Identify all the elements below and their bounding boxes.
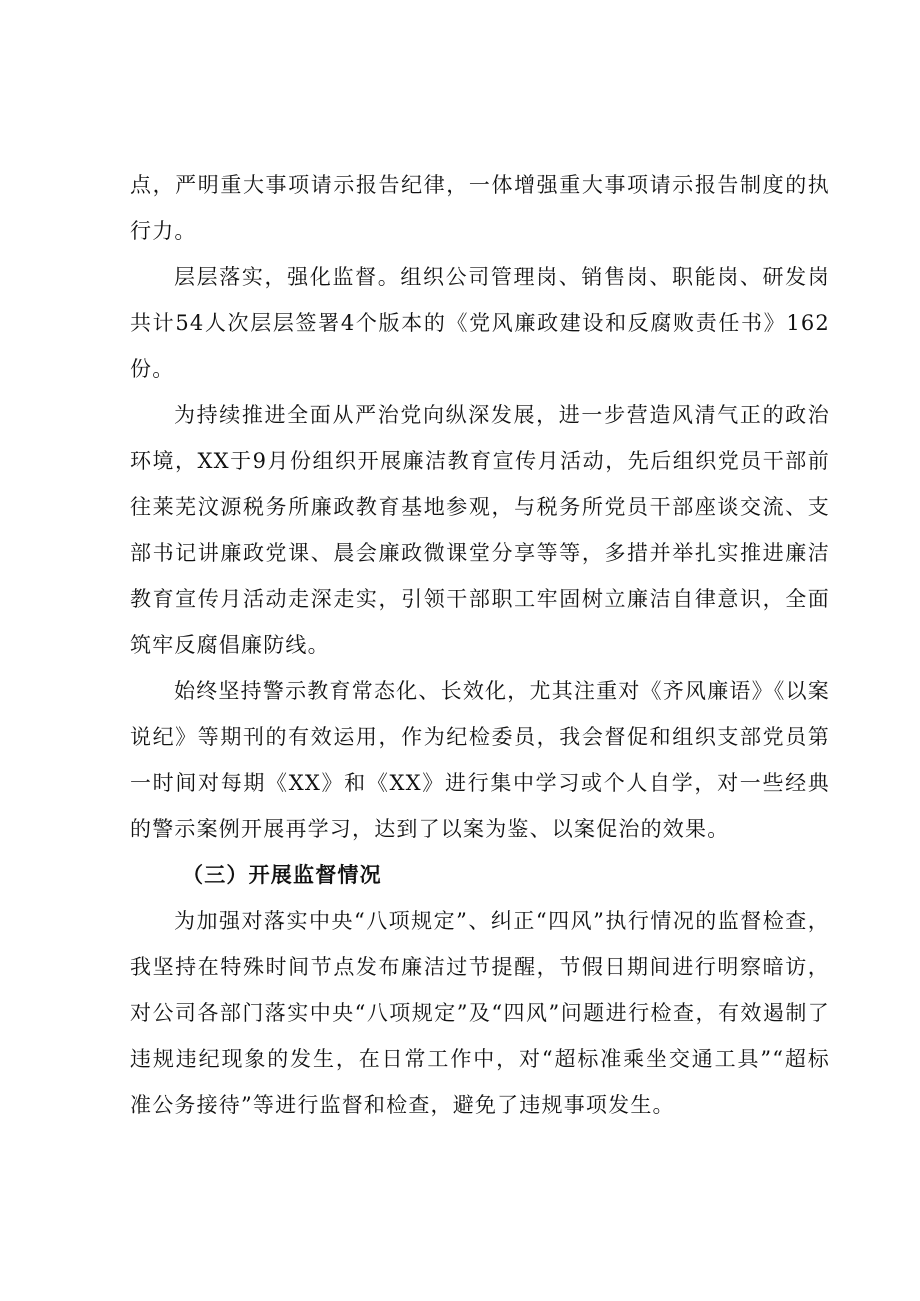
paragraph-warning-education: 始终坚持警示教育常态化、长效化，尤其注重对《齐风廉语》《以案说纪》等期刊的有效运用，作为纪检委员，我会督促和组织支部党员第一时间对每期《XX》和《XX》进行集中学习或个人自学，对一些经典的警示案例开展再学习，达到了以案为鉴、以案促治的效果。 <box>130 679 830 841</box>
document-body <box>130 162 830 1128</box>
paragraph-education-month: 为持续推进全面从严治党向纵深发展，进一步营造风清气正的政治环境，XX于9月份组织开展廉洁教育宣传月活动，先后组织党员干部前往莱芜汶源税务所廉政教育基地参观，与税务所党员干部座谈交流、支部书记讲廉政党课、晨会廉政微课堂分享等等，多措并举扎实推进廉洁教育宣传月活动走深走实，引领干部职工牢固树立廉洁自律意识，全面筑牢反腐倡廉防线。 <box>130 403 830 657</box>
paragraph-layered-implementation: 层层落实，强化监督。组织公司管理岗、销售岗、职能岗、研发岗共计54人次层层签署4个版本的《党风廉政建设和反腐败责任书》162份。 <box>130 265 830 381</box>
paragraph-supervision: 为加强对落实中央“八项规定”、纠正“四风”执行情况的监督检查，我坚持在特殊时间节点发布廉洁过节提醒，节假日期间进行明察暗访，对公司各部门落实中央“八项规定”及“四风”问题进行检查，有效遏制了违规违纪现象的发生，在日常工作中，对“超标准乘坐交通工具”“超标准公务接待”等进行监督和检查，避免了违规事项发生。 <box>130 909 830 1117</box>
section-heading-supervision: （三）开展监督情况 <box>182 863 382 887</box>
paragraph-continuation: 点，严明重大事项请示报告纪律，一体增强重大事项请示报告制度的执行力。 <box>130 173 830 243</box>
